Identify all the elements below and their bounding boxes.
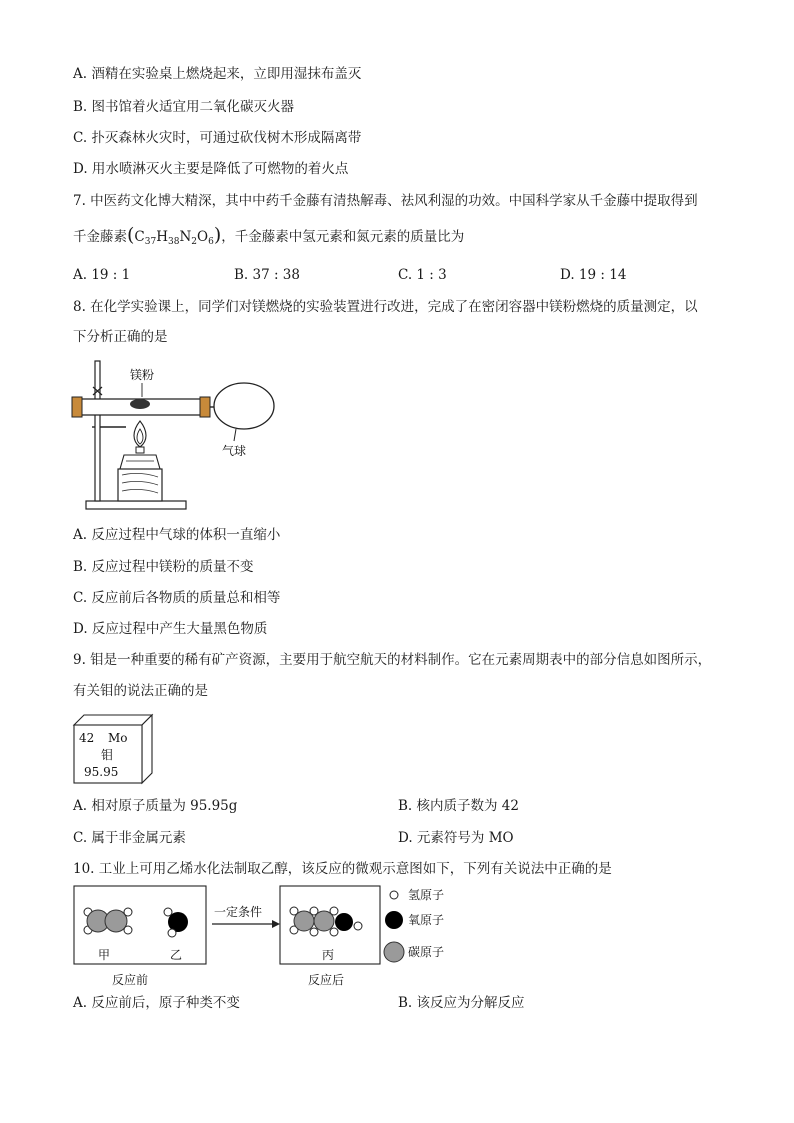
label-magnesium-powder: 镁粉 (130, 368, 155, 382)
label-before-reaction: 反应前 (112, 973, 149, 987)
q6-option-a: A. 酒精在实验桌上燃烧起来，立即用湿抹布盖灭 (73, 66, 362, 82)
q8-option-d: D. 反应过程中产生大量黑色物质 (73, 621, 268, 637)
q8-option-c: C. 反应前后各物质的质量总和相等 (73, 590, 281, 606)
q6-option-d: D. 用水喷淋灭火主要是降低了可燃物的着火点 (73, 161, 349, 177)
carbon-atom-icon (384, 942, 404, 962)
q7-option-b: B. 37 : 38 (234, 267, 300, 283)
q8-stem-line1: 8. 在化学实验课上，同学们对镁燃烧的实验装置进行改进，完成了在密闭容器中镁粉燃烧的质量测定，以 (73, 299, 698, 315)
element-tile-molybdenum (72, 713, 154, 785)
magnesium-combustion-apparatus-figure (66, 355, 286, 515)
q10-option-a: A. 反应前后，原子种类不变 (73, 995, 240, 1011)
label-bing: 丙 (322, 948, 335, 962)
q10-stem: 10. 工业上可用乙烯水化法制取乙醇，该反应的微观示意图如下，下列有关说法中正确的是 (73, 861, 612, 877)
label-balloon: 气球 (222, 444, 247, 458)
q8-option-a: A. 反应过程中气球的体积一直缩小 (73, 527, 281, 543)
arrow-condition-label: 一定条件 (214, 905, 263, 919)
q9-option-b: B. 核内质子数为 42 (398, 798, 519, 814)
q7-stem-line1: 7. 中医药文化博大精深，其中中药千金藤有清热解毒、祛风利湿的功效。中国科学家从千金藤中提取得到 (73, 193, 698, 209)
q7-stem-prefix: 千金藤素 (73, 229, 127, 245)
label-jia: 甲 (98, 948, 111, 962)
q10-option-b: B. 该反应为分解反应 (398, 995, 525, 1011)
label-after-reaction: 反应后 (308, 973, 345, 987)
legend-carbon: 碳原子 (408, 945, 445, 959)
q7-option-c: C. 1 : 3 (398, 267, 447, 283)
q6-option-b: B. 图书馆着火适宜用二氧化碳灭火器 (73, 99, 295, 115)
q8-stem-line2: 下分析正确的是 (73, 329, 168, 345)
q9-option-c: C. 属于非金属元素 (73, 830, 186, 846)
q7-option-d: D. 19 : 14 (560, 267, 627, 283)
chemical-formula: $C_{37}H_{38}N_2O_6$ (134, 229, 214, 247)
element-symbol: Mo (108, 731, 128, 745)
reaction-microscopic-diagram (72, 880, 472, 990)
label-yi: 乙 (170, 948, 183, 962)
legend-oxygen: 氧原子 (408, 913, 445, 927)
legend-hydrogen: 氢原子 (408, 888, 445, 902)
q9-stem-line2: 有关钼的说法正确的是 (73, 683, 208, 699)
element-name: 钼 (101, 748, 114, 762)
element-atomic-mass: 95.95 (84, 765, 119, 779)
element-atomic-number: 42 (79, 731, 95, 745)
q8-option-b: B. 反应过程中镁粉的质量不变 (73, 559, 254, 575)
oxygen-atom-icon (385, 911, 403, 929)
q7-stem-suffix: ，千金藤素中氢元素和氮元素的质量比为 (221, 229, 465, 245)
q6-option-c: C. 扑灭森林火灾时，可通过砍伐树木形成隔离带 (73, 130, 362, 146)
q9-option-a: A. 相对原子质量为 95.95g (73, 798, 238, 814)
q7-stem-line2: 千金藤素$(C_{37}H_{38}N_2O_6)$，千金藤素中氢元素和氮元素的质量比为 (73, 224, 465, 247)
q9-option-d: D. 元素符号为 MO (398, 830, 514, 846)
q7-option-a: A. 19 : 1 (73, 267, 131, 283)
hydrogen-atom-icon (390, 891, 398, 899)
q9-stem-line1: 9. 钼是一种重要的稀有矿产资源，主要用于航空航天的材料制作。它在元素周期表中的部分信息如图所示， (73, 652, 712, 668)
